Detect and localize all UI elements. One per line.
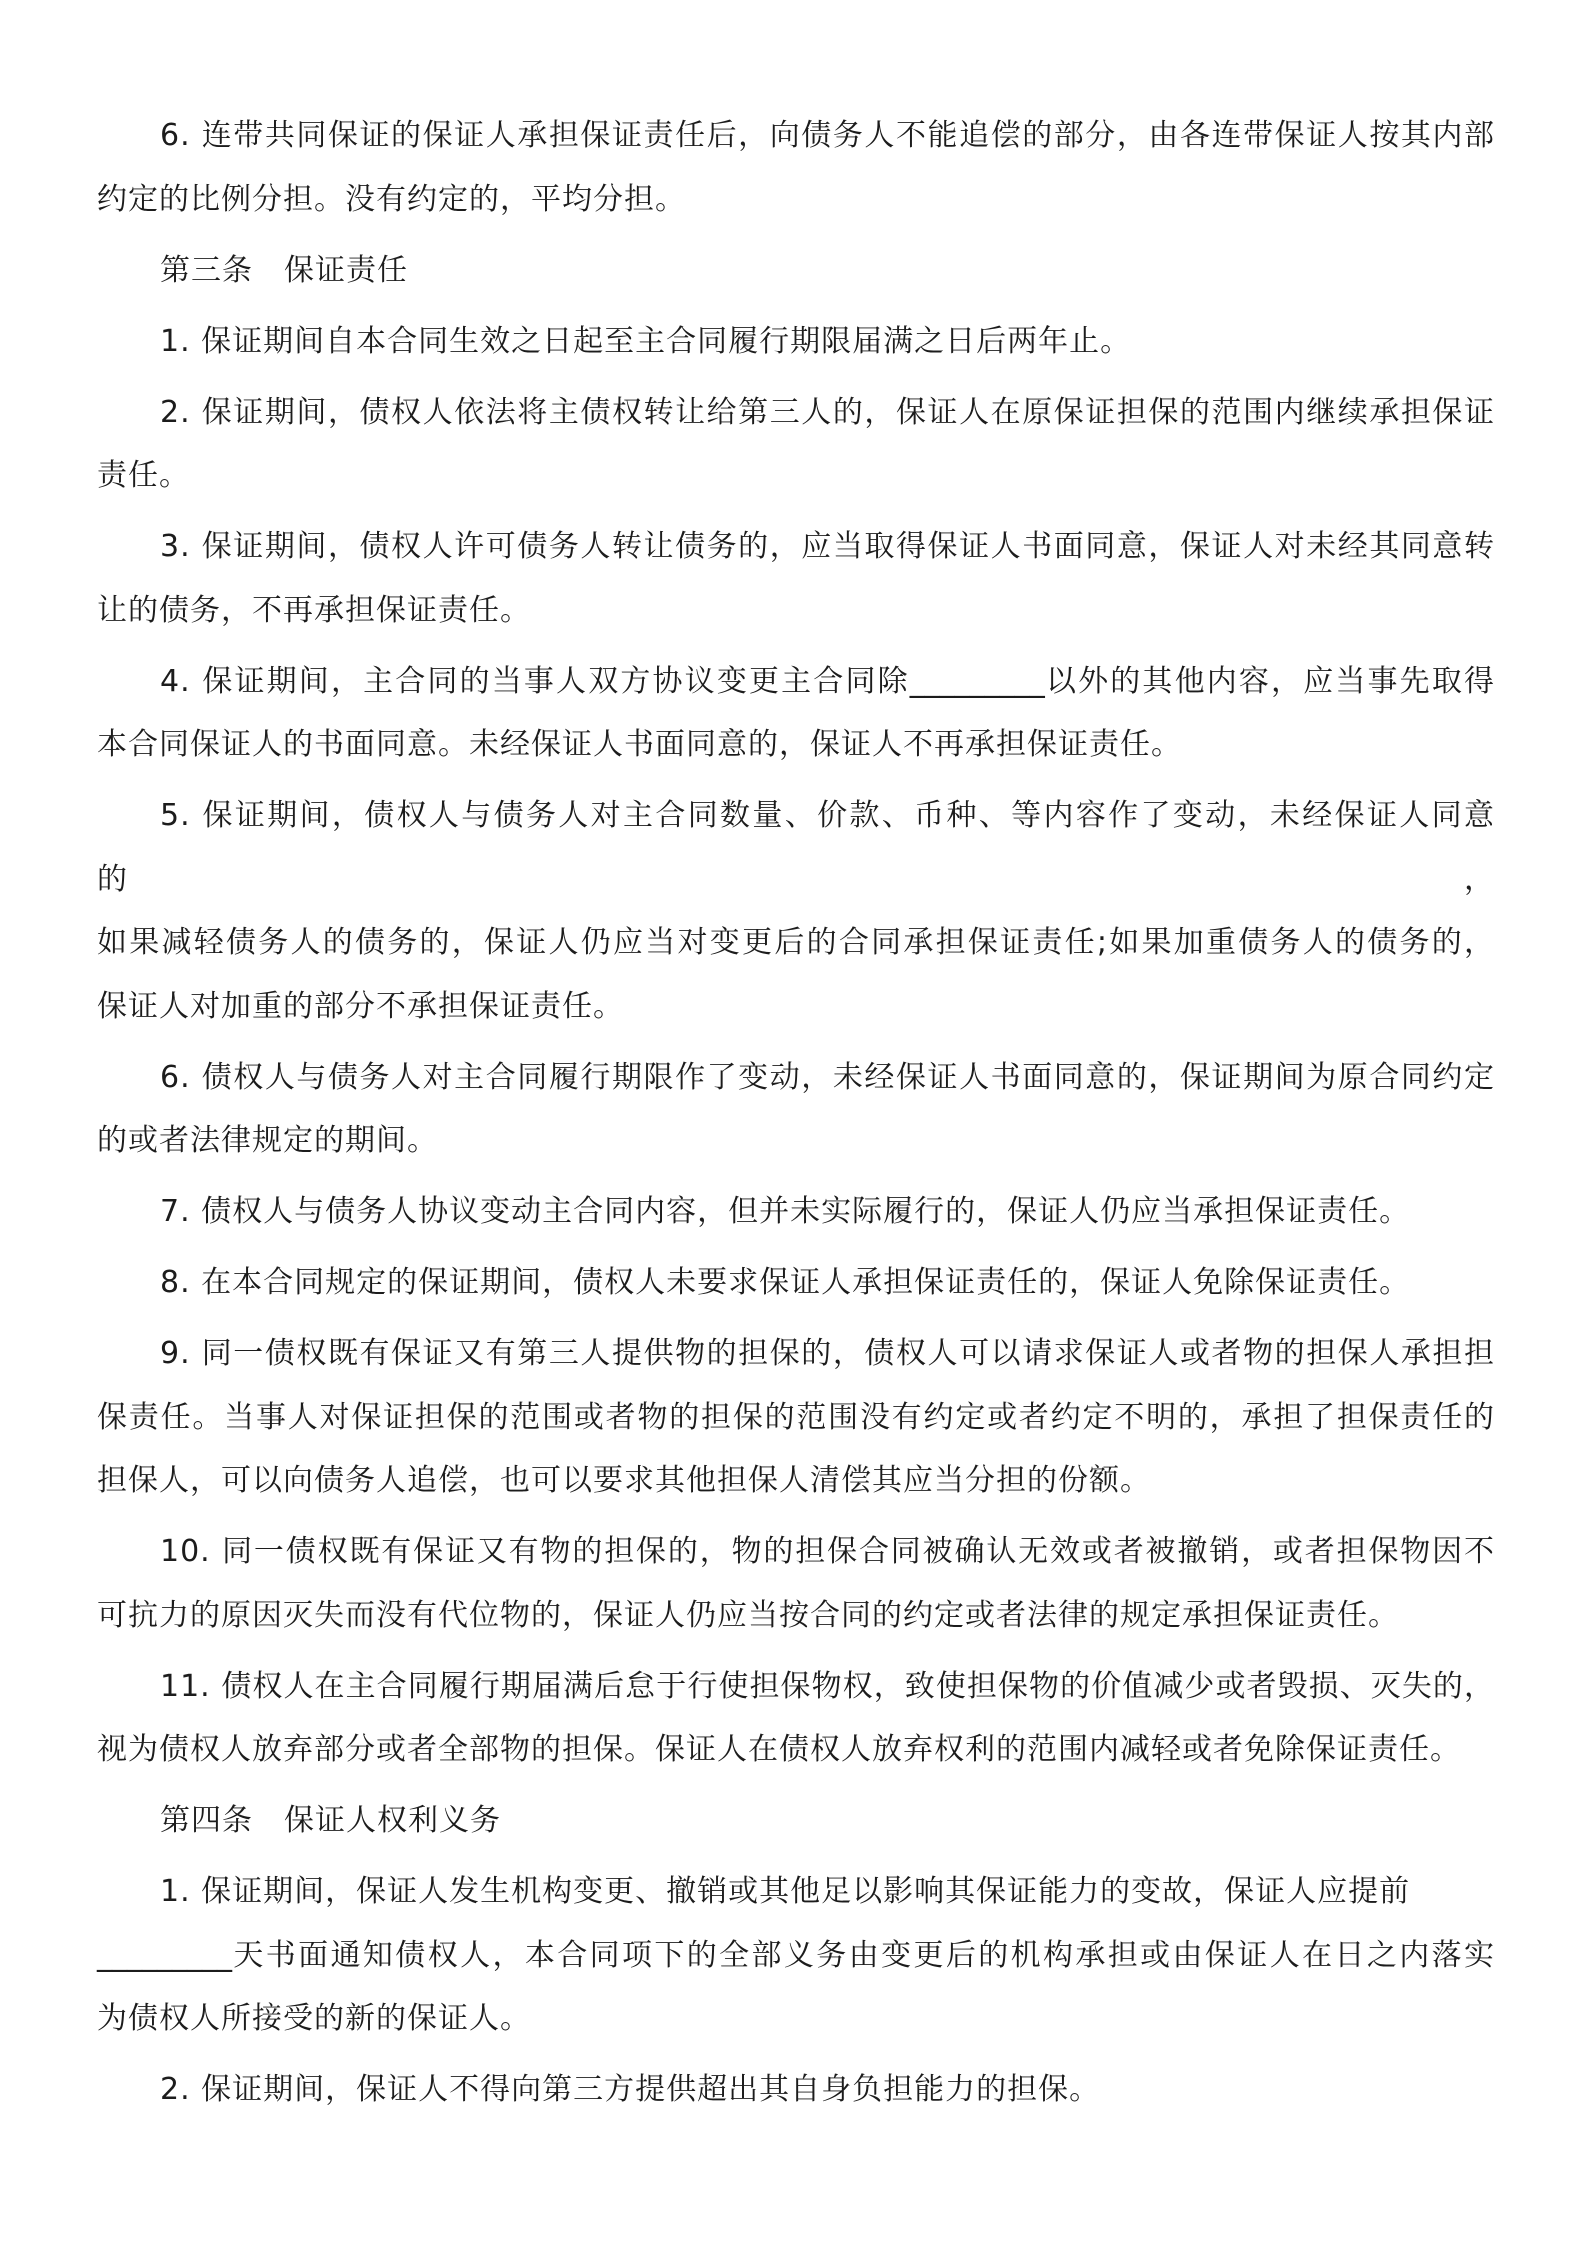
text-line: 6. 连带共同保证的保证人承担保证责任后，向债务人不能追偿的部分，由各连带保证人按其内部 — [160, 118, 1495, 153]
text-segment: 天书面通知债权人，本合同项下的全部义务由变更后的机构承担或由保证人在日之内落实 — [232, 1937, 1495, 1973]
text-line: 责任。 — [97, 458, 190, 493]
clause-paragraph — [97, 1655, 1495, 1782]
clause-paragraph — [97, 1322, 1495, 1513]
clause-paragraph — [97, 310, 1495, 374]
text-line: 视为债权人放弃部分或者全部物的担保。保证人在债权人放弃权利的范围内减轻或者免除保证责任。 — [97, 1732, 1461, 1767]
text-line: 10. 同一债权既有保证又有物的担保的，物的担保合同被确认无效或者被撤销，或者担保物因不 — [160, 1534, 1495, 1569]
clause-paragraph — [97, 381, 1495, 508]
text-line: 5. 保证期间，债权人与债务人对主合同数量、价款、币种、等内容作了变动，未经保证人同意的， — [97, 798, 1495, 897]
clause-paragraph — [97, 1860, 1495, 2051]
text-line: 的或者法律规定的期间。 — [97, 1123, 438, 1158]
blank-field: _________ — [97, 1937, 232, 1973]
text-segment: 以外的其他内容，应当事先取得 — [1044, 663, 1496, 699]
text-line: 保责任。当事人对保证担保的范围或者物的担保的范围没有约定或者约定不明的，承担了担保责任的 — [97, 1399, 1495, 1435]
clause-paragraph — [97, 1520, 1495, 1647]
section-heading — [97, 1789, 1495, 1853]
clause-paragraph — [97, 515, 1495, 642]
text-segment: 4. 保证期间，主合同的当事人双方协议变更主合同除 — [160, 663, 910, 699]
text-line: 11. 债权人在主合同履行期届满后怠于行使担保物权，致使担保物的价值减少或者毁损、灭失的， — [160, 1668, 1495, 1704]
text-line — [97, 650, 1495, 714]
text-line: 2. 保证期间，保证人不得向第三方提供超出其自身负担能力的担保。 — [160, 2072, 1101, 2107]
clause-paragraph — [97, 1180, 1495, 1244]
section-heading — [97, 239, 1495, 303]
clause-paragraph — [97, 104, 1495, 231]
text-line: 9. 同一债权既有保证又有第三人提供物的担保的，债权人可以请求保证人或者物的担保人承担担 — [160, 1336, 1495, 1371]
text-line: 担保人，可以向债务人追偿，也可以要求其他担保人清偿其应当分担的份额。 — [97, 1463, 1151, 1498]
text-line: 本合同保证人的书面同意。未经保证人书面同意的，保证人不再承担保证责任。 — [97, 727, 1182, 762]
text-line — [97, 1924, 1495, 1988]
clause-paragraph — [97, 1251, 1495, 1315]
text-line: 8. 在本合同规定的保证期间，债权人未要求保证人承担保证责任的，保证人免除保证责任。 — [160, 1265, 1411, 1300]
document-page — [97, 104, 1495, 2122]
section-heading-text: 第四条 保证人权利义务 — [160, 1803, 501, 1838]
section-heading-text: 第三条 保证责任 — [160, 252, 408, 288]
text-line: 3. 保证期间，债权人许可债务人转让债务的，应当取得保证人书面同意，保证人对未经其同意转 — [160, 529, 1495, 564]
text-line: 可抗力的原因灭失而没有代位物的，保证人仍应当按合同的约定或者法律的规定承担保证责任。 — [97, 1597, 1399, 1633]
text-line: 1. 保证期间，保证人发生机构变更、撤销或其他足以影响其保证能力的变故，保证人应提前 — [160, 1874, 1411, 1909]
clause-paragraph — [97, 650, 1495, 777]
text-line: 7. 债权人与债务人协议变动主合同内容，但并未实际履行的，保证人仍应当承担保证责任。 — [160, 1194, 1411, 1229]
text-line: 如果减轻债务人的债务的，保证人仍应当对变更后的合同承担保证责任;如果加重债务人的债务的， — [97, 925, 1495, 960]
text-line: 1. 保证期间自本合同生效之日起至主合同履行期限届满之日后两年止。 — [160, 323, 1132, 359]
clause-paragraph — [97, 2058, 1495, 2122]
text-line: 2. 保证期间，债权人依法将主债权转让给第三人的，保证人在原保证担保的范围内继续承担保证 — [160, 394, 1495, 430]
text-line: 为债权人所接受的新的保证人。 — [97, 2001, 531, 2036]
text-line: 6. 债权人与债务人对主合同履行期限作了变动，未经保证人书面同意的，保证期间为原合同约定 — [160, 1059, 1495, 1095]
text-line: 约定的比例分担。没有约定的，平均分担。 — [97, 181, 686, 217]
clause-paragraph — [97, 784, 1495, 1038]
text-line: 让的债务，不再承担保证责任。 — [97, 592, 531, 628]
text-line: 保证人对加重的部分不承担保证责任。 — [97, 988, 624, 1024]
blank-field: _________ — [909, 663, 1045, 699]
clause-paragraph — [97, 1046, 1495, 1173]
